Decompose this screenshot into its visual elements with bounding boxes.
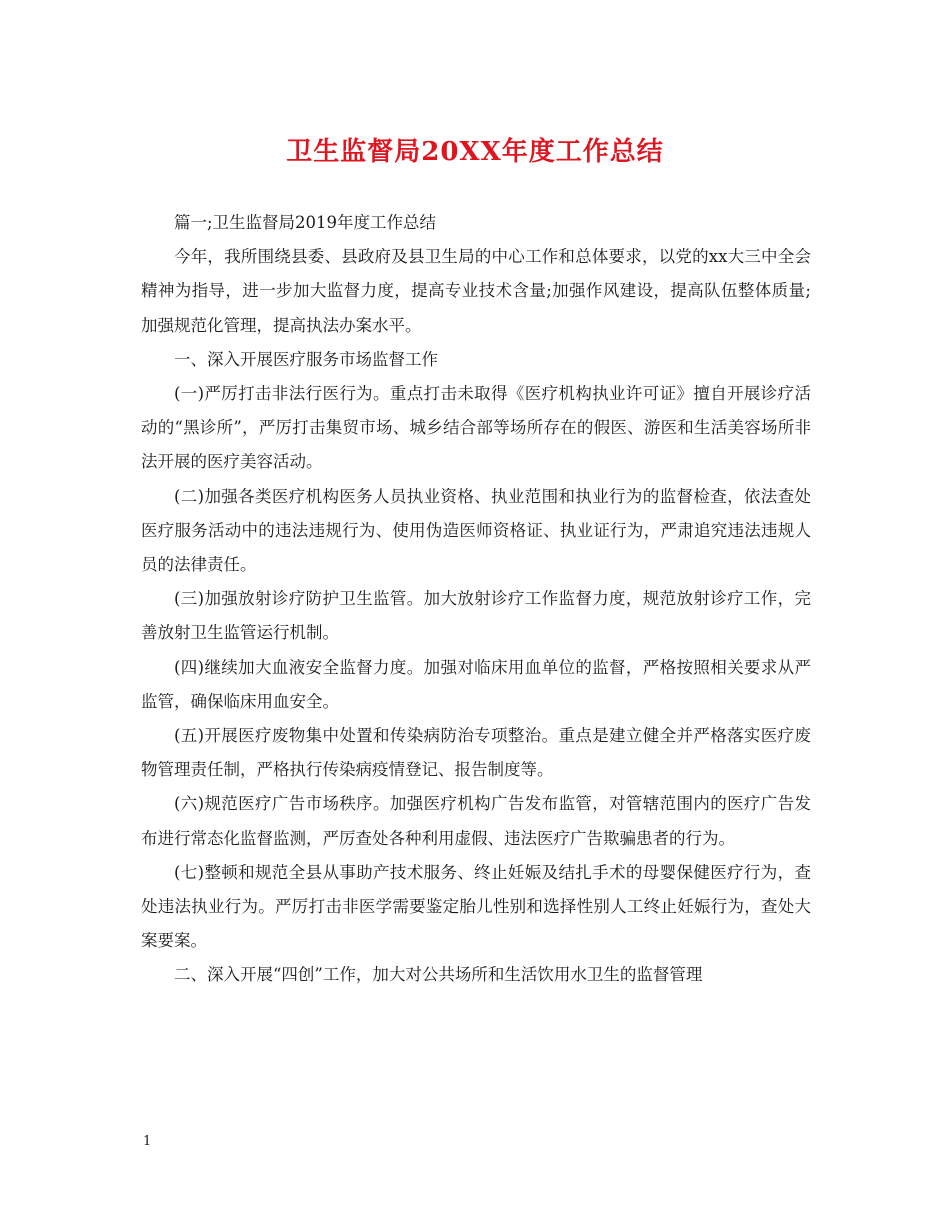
paragraph-item-7: (七)整顿和规范全县从事助产技术服务、终止妊娠及结扎手术的母婴保健医疗行为，查处违法执业行为。严厉打击非医学需要鉴定胎儿性别和选择性别人工终止妊娠行为，查处大案要案。 bbox=[141, 862, 811, 951]
paragraph-item-2: (二)加强各类医疗机构医务人员执业资格、执业范围和执业行为的监督检查，依法查处医疗服务活动中的违法违规行为、使用伪造医师资格证、执业证行为，严肃追究违法违规人员的法律责任。 bbox=[141, 486, 811, 575]
paragraph-section-heading: 篇一;卫生监督局2019年度工作总结 bbox=[174, 213, 437, 232]
paragraph-item-1: (一)严厉打击非法行医行为。重点打击未取得《医疗机构执业许可证》擅自开展诊疗活动的“黑诊所”，严厉打击集贸市场、城乡结合部等场所存在的假医、游医和生活美容场所非法开展的医疗美容活动。 bbox=[141, 384, 811, 472]
paragraph-item-6: (六)规范医疗广告市场秩序。加强医疗机构广告发布监管，对管辖范围内的医疗广告发布进行常态化监督监测，严厉查处各种利用虚假、违法医疗广告欺骗患者的行为。 bbox=[141, 794, 811, 848]
document-body bbox=[141, 206, 811, 993]
paragraph-item-5: (五)开展医疗废物集中处置和传染病防治专项整治。重点是建立健全并严格落实医疗废物管理责任制，严格执行传染病疫情登记、报告制度等。 bbox=[141, 726, 811, 780]
paragraph-item-3: (三)加强放射诊疗防护卫生监管。加大放射诊疗工作监督力度，规范放射诊疗工作，完善放射卫生监管运行机制。 bbox=[141, 589, 811, 643]
page-number: 1 bbox=[143, 1134, 152, 1149]
paragraph-heading-1: 一、深入开展医疗服务市场监督工作 bbox=[174, 349, 438, 369]
paragraph-item-4: (四)继续加大血液安全监督力度。加强对临床用血单位的监督，严格按照相关要求从严监管，确保临床用血安全。 bbox=[141, 657, 811, 711]
paragraph-intro: 今年，我所围绕县委、县政府及县卫生局的中心工作和总体要求，以党的xx大三中全会精神为指导，进一步加大监督力度，提高专业技术含量;加强作风建设，提高队伍整体质量;加强规范化管理，提高执法办案水平。 bbox=[141, 247, 811, 335]
paragraph-heading-2: 二、深入开展“四创”工作，加大对公共场所和生活饮用水卫生的监督管理 bbox=[174, 965, 703, 985]
document-title: 卫生监督局20XX年度工作总结 bbox=[286, 137, 664, 167]
